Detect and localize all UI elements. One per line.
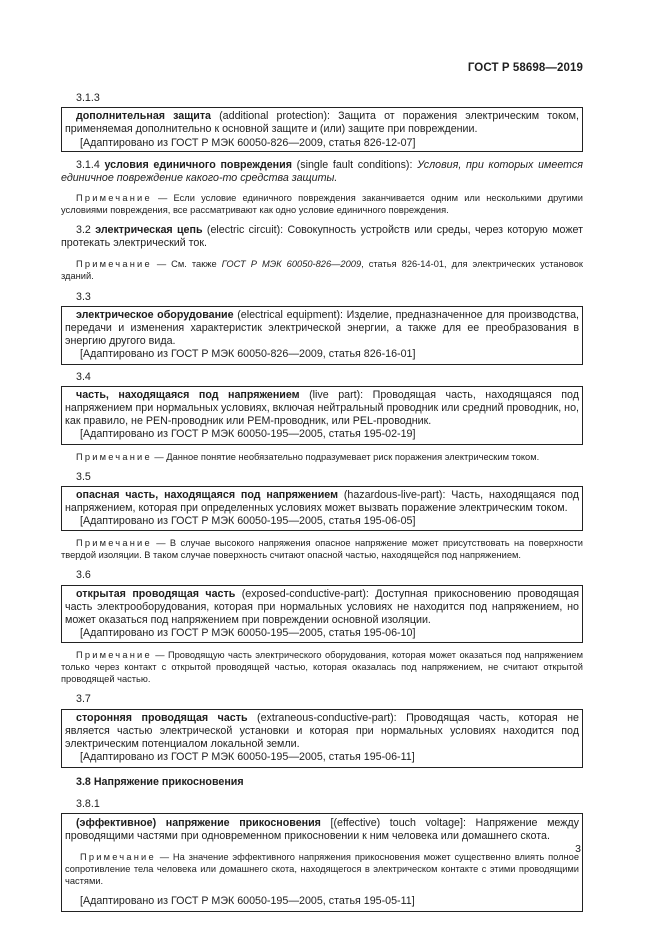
note-text: — См. также (151, 258, 222, 269)
note-label: Примечание (76, 451, 152, 462)
source-reference: [Адаптировано из ГОСТ Р МЭК 60050-195—2005, статья 195-06-05] (80, 515, 416, 528)
note (61, 649, 583, 685)
note-label: Примечание (76, 538, 152, 549)
note-text: — Проводящую часть электрического оборудования, которая может оказаться под напряжением только через контакт с открытой проводящей частью, которая оказалась под напряжением, не считают открытой проводящей частью. (61, 650, 583, 685)
term: открытая проводящая часть (76, 587, 236, 600)
source-reference: [Адаптировано из ГОСТ Р МЭК 60050-826—2009, статья 826-12-07] (80, 136, 416, 149)
term: опасная часть, находящаяся под напряжением (76, 488, 338, 501)
definition-text: (extraneous-conductive-part): Проводящая часть, которая не является частью электрической установки и которая при нормальных условиях находится под электрическим потенциалом локальной земли. (65, 711, 579, 751)
source-reference: [Адаптировано из ГОСТ Р МЭК 60050-195—2005, статья 195-02-19] (80, 428, 416, 441)
entry-number: 3.4 (76, 370, 91, 383)
term-english: (single fault conditions): (291, 158, 418, 171)
entry-number: 3.1.3 (76, 92, 100, 104)
term-english: (additional protection) (211, 110, 328, 123)
term: дополнительная защита (76, 110, 212, 123)
entry-number: 3.6 (76, 569, 91, 582)
definition (65, 309, 579, 349)
term: часть, находящаяся под напряжением (76, 388, 300, 401)
source-reference: [Адаптировано из ГОСТ Р МЭК 60050-195—2005, статья 195-05-11] (80, 895, 415, 908)
note-text: , статья 826-14-01, для электрических установок зданий. (61, 258, 583, 281)
definition (65, 489, 579, 515)
note (61, 192, 583, 216)
section-heading: 3.8 Напряжение прикосновения (76, 775, 244, 788)
page-number: 3 (575, 843, 581, 855)
entry-number: 3.5 (76, 470, 91, 483)
definition-text: (exposed-conductive-part): Доступная прикосновению проводящая часть электрооборудования, которая при нормальных условиях не находится под напряжением, но может оказаться под напряжением при повреждении основной изоляции. (65, 587, 579, 627)
note-label: Примечание (76, 650, 152, 661)
definition-text: (hazardous-live-part): Часть, находящаяся под напряжением, которая при определенных условиях может вызвать поражение электрическим током. (65, 488, 580, 515)
term: электрическое оборудование (76, 308, 234, 321)
term-box (61, 107, 583, 152)
note-text: — Данное понятие необязательно подразумевает риск поражения электрическим током. (151, 451, 540, 462)
term-box (61, 813, 583, 912)
note-reference: ГОСТ Р МЭК 60050-826—2009 (221, 258, 362, 269)
source-reference: [Адаптировано из ГОСТ Р МЭК 60050-826—2009, статья 826-16-01] (80, 348, 416, 361)
document-header: ГОСТ Р 58698—2019 (467, 62, 583, 74)
term: условия единичного повреждения (104, 158, 292, 171)
definition-text: (live part): Проводящая часть, находящаяся под напряжением при нормальных условиях, включая нейтральный проводник или средний проводник, но, как правило, не PEN-проводник или PEM-проводник, или PEL-проводник. (65, 388, 579, 428)
note (61, 537, 583, 561)
note (65, 851, 579, 887)
document-body (61, 92, 583, 918)
term: сторонняя проводящая часть (76, 711, 248, 724)
entry-number: 3.7 (76, 693, 91, 706)
definition (65, 588, 579, 628)
entry-number: 3.2 (76, 224, 96, 237)
definition (65, 389, 579, 429)
term-box (61, 306, 583, 365)
definition-text: (electrical equipment): Изделие, предназначенное для производства, передачи и изменения характеристик электрической энергии, а также для ее преобразования в энергию другого вида. (65, 308, 579, 348)
definition (65, 817, 579, 843)
note (61, 258, 583, 282)
entry-number: 3.8.1 (76, 797, 100, 810)
entry-number: 3.1.4 (76, 158, 105, 171)
definition-text: [(effective) touch voltage]: Напряжение между проводящими частями при одновременном прикосновении к ним человека или домашнего скота. (65, 816, 579, 843)
note-text: — В случае высокого напряжения опасное напряжение может присутствовать на поверхности твердой изоляции. В таком случае поверхность считают опасной частью, находящейся под напряжением. (61, 538, 583, 561)
note-label: Примечание (76, 193, 152, 204)
source-reference: [Адаптировано из ГОСТ Р МЭК 60050-195—2005, статья 195-06-10] (80, 627, 416, 640)
term-box (61, 386, 583, 445)
definition (61, 159, 583, 185)
source-reference: [Адаптировано из ГОСТ Р МЭК 60050-195—2005, статья 195-06-11] (80, 751, 415, 764)
term-box (61, 585, 583, 644)
definition (65, 712, 579, 752)
term-box (61, 486, 583, 532)
note (61, 451, 583, 463)
definition-text: (electric circuit): Совокупность устройств или среды, через которую может протекать электрический ток. (61, 224, 583, 250)
term: электрическая цепь (95, 224, 203, 237)
definition-text: : Защита от поражения электрическим током, применяемая дополнительно к основной защите и (или) защите при повреждении. (65, 110, 579, 136)
note-label: Примечание (76, 258, 152, 269)
term-box (61, 709, 583, 768)
definition (61, 224, 583, 250)
term: (эффективное) напряжение прикосновения (76, 816, 321, 829)
entry-number: 3.3 (76, 290, 91, 303)
definition (65, 110, 579, 136)
definition-text: Условия, при которых имеется единичное повреждение какого-то средства защиты. (61, 158, 583, 185)
note-label: Примечание (80, 852, 156, 863)
note-text: — На значение эффективного напряжения прикосновения может существенно влиять полное сопротивление тела человека или домашнего скота, находящегося в электрическом контакте с этими проводящими частями. (65, 852, 579, 887)
note-text: — Если условие единичного повреждения заканчивается одним или несколькими другими условиями повреждения, все рассматривают как одно условие единичного повреждения. (61, 193, 583, 216)
